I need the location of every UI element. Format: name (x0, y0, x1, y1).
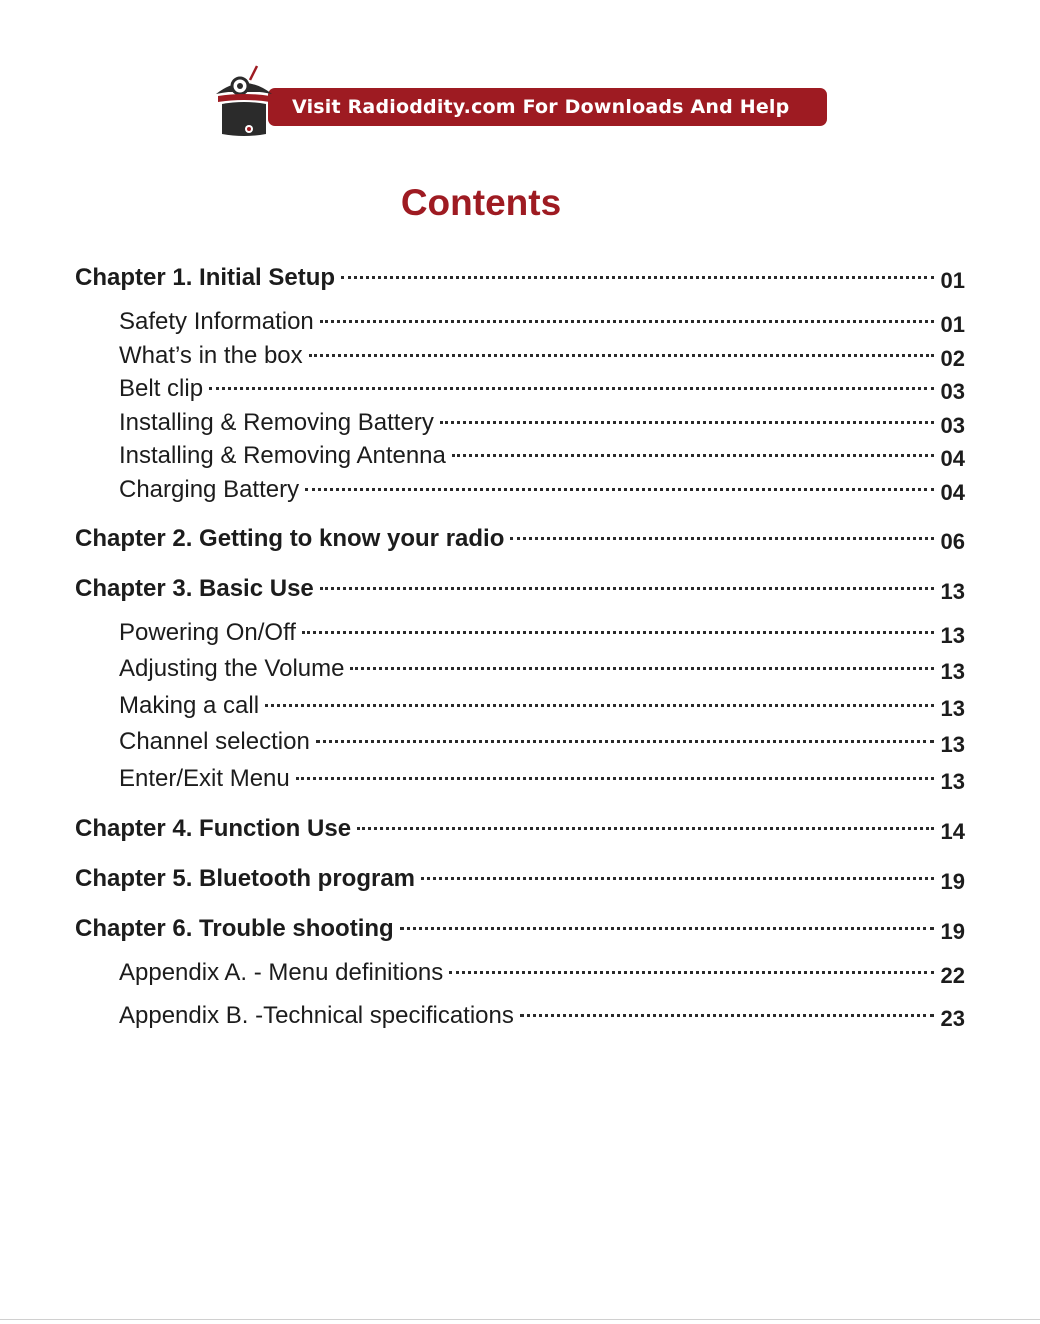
radioddity-pirate-mascot-icon (212, 64, 276, 140)
dot-leader (452, 454, 934, 457)
toc-section-entry[interactable] (0, 476, 965, 504)
toc-section-entry[interactable] (0, 728, 965, 756)
dot-leader (400, 927, 934, 930)
dot-leader (296, 777, 934, 780)
toc-section-entry[interactable] (0, 442, 965, 470)
dot-leader (510, 537, 934, 540)
toc-entry-page-number: 02 (940, 346, 965, 371)
banner-text[interactable]: Visit Radioddity.com For Downloads And Help (292, 96, 790, 118)
toc-entry-page-number: 22 (940, 963, 965, 988)
toc-section-entry[interactable] (0, 692, 965, 720)
toc-entry-label: Belt clip (119, 375, 204, 402)
dot-leader (316, 740, 934, 743)
dot-leader (520, 1014, 934, 1017)
toc-entry-label: Making a call (119, 692, 260, 719)
dot-leader (305, 488, 934, 491)
toc-entry-page-number: 13 (940, 659, 965, 684)
toc-section-entry[interactable] (0, 765, 965, 793)
toc-entry-label: Chapter 4. Function Use (75, 815, 352, 842)
toc-entry-label: Appendix A. - Menu definitions (119, 959, 444, 986)
toc-entry-label: Charging Battery (119, 476, 300, 503)
toc-entry-page-number: 13 (940, 732, 965, 757)
toc-section-entry[interactable] (0, 342, 965, 370)
toc-section-entry[interactable] (0, 375, 965, 403)
toc-entry-label: Appendix B. -Technical specifications (119, 1002, 514, 1029)
toc-entry-page-number: 13 (940, 579, 965, 604)
toc-entry-label: Powering On/Off (119, 619, 296, 646)
toc-entry-label: Chapter 6. Trouble shooting (75, 915, 394, 942)
toc-entry-page-number: 23 (940, 1006, 965, 1031)
toc-section-entry[interactable] (0, 655, 965, 683)
toc-entry-label: Chapter 2. Getting to know your radio (75, 525, 505, 552)
toc-entry-label: Chapter 5. Bluetooth program (75, 865, 416, 892)
toc-chapter-entry[interactable] (0, 915, 965, 943)
dot-leader (265, 704, 934, 707)
toc-entry-page-number: 19 (940, 919, 965, 944)
toc-chapter-entry[interactable] (0, 525, 965, 553)
toc-entry-page-number: 03 (940, 379, 965, 404)
toc-entry-page-number: 13 (940, 623, 965, 648)
toc-entry-page-number: 01 (940, 268, 965, 293)
dot-leader (341, 276, 934, 279)
dot-leader (350, 667, 934, 670)
toc-entry-page-number: 06 (940, 529, 965, 554)
toc-entry-label: Chapter 1. Initial Setup (75, 264, 336, 291)
toc-section-entry[interactable] (0, 308, 965, 336)
toc-chapter-entry[interactable] (0, 575, 965, 603)
toc-entry-page-number: 19 (940, 869, 965, 894)
toc-entry-label: Safety Information (119, 308, 314, 335)
toc-entry-page-number: 13 (940, 769, 965, 794)
dot-leader (309, 354, 934, 357)
dot-leader (209, 387, 934, 390)
toc-entry-label: Adjusting the Volume (119, 655, 345, 682)
page-title: Contents (400, 182, 562, 223)
dot-leader (449, 971, 934, 974)
toc-entry-page-number: 01 (940, 312, 965, 337)
toc-entry-label: Installing & Removing Battery (119, 409, 434, 436)
dot-leader (320, 320, 934, 323)
toc-entry-page-number: 13 (940, 696, 965, 721)
toc-chapter-entry[interactable] (0, 264, 965, 292)
toc-entry-label: Enter/Exit Menu (119, 765, 290, 792)
toc-entry-label: Installing & Removing Antenna (119, 442, 446, 469)
dot-leader (440, 421, 934, 424)
dot-leader (421, 877, 934, 880)
toc-section-entry[interactable] (0, 409, 965, 437)
toc-entry-page-number: 14 (940, 819, 965, 844)
toc-section-entry[interactable] (0, 1002, 965, 1030)
toc-entry-page-number: 04 (940, 446, 965, 471)
dot-leader (302, 631, 934, 634)
toc-entry-label: Channel selection (119, 728, 310, 755)
dot-leader (320, 587, 934, 590)
toc-section-entry[interactable] (0, 959, 965, 987)
help-banner[interactable] (212, 64, 832, 140)
toc-entry-label: Chapter 3. Basic Use (75, 575, 314, 602)
toc-section-entry[interactable] (0, 619, 965, 647)
toc-entry-page-number: 04 (940, 480, 965, 505)
toc-entry-page-number: 03 (940, 413, 965, 438)
toc-entry-label: What’s in the box (119, 342, 303, 369)
toc-chapter-entry[interactable] (0, 815, 965, 843)
footer-divider (0, 1319, 1040, 1320)
dot-leader (357, 827, 934, 830)
toc-chapter-entry[interactable] (0, 865, 965, 893)
